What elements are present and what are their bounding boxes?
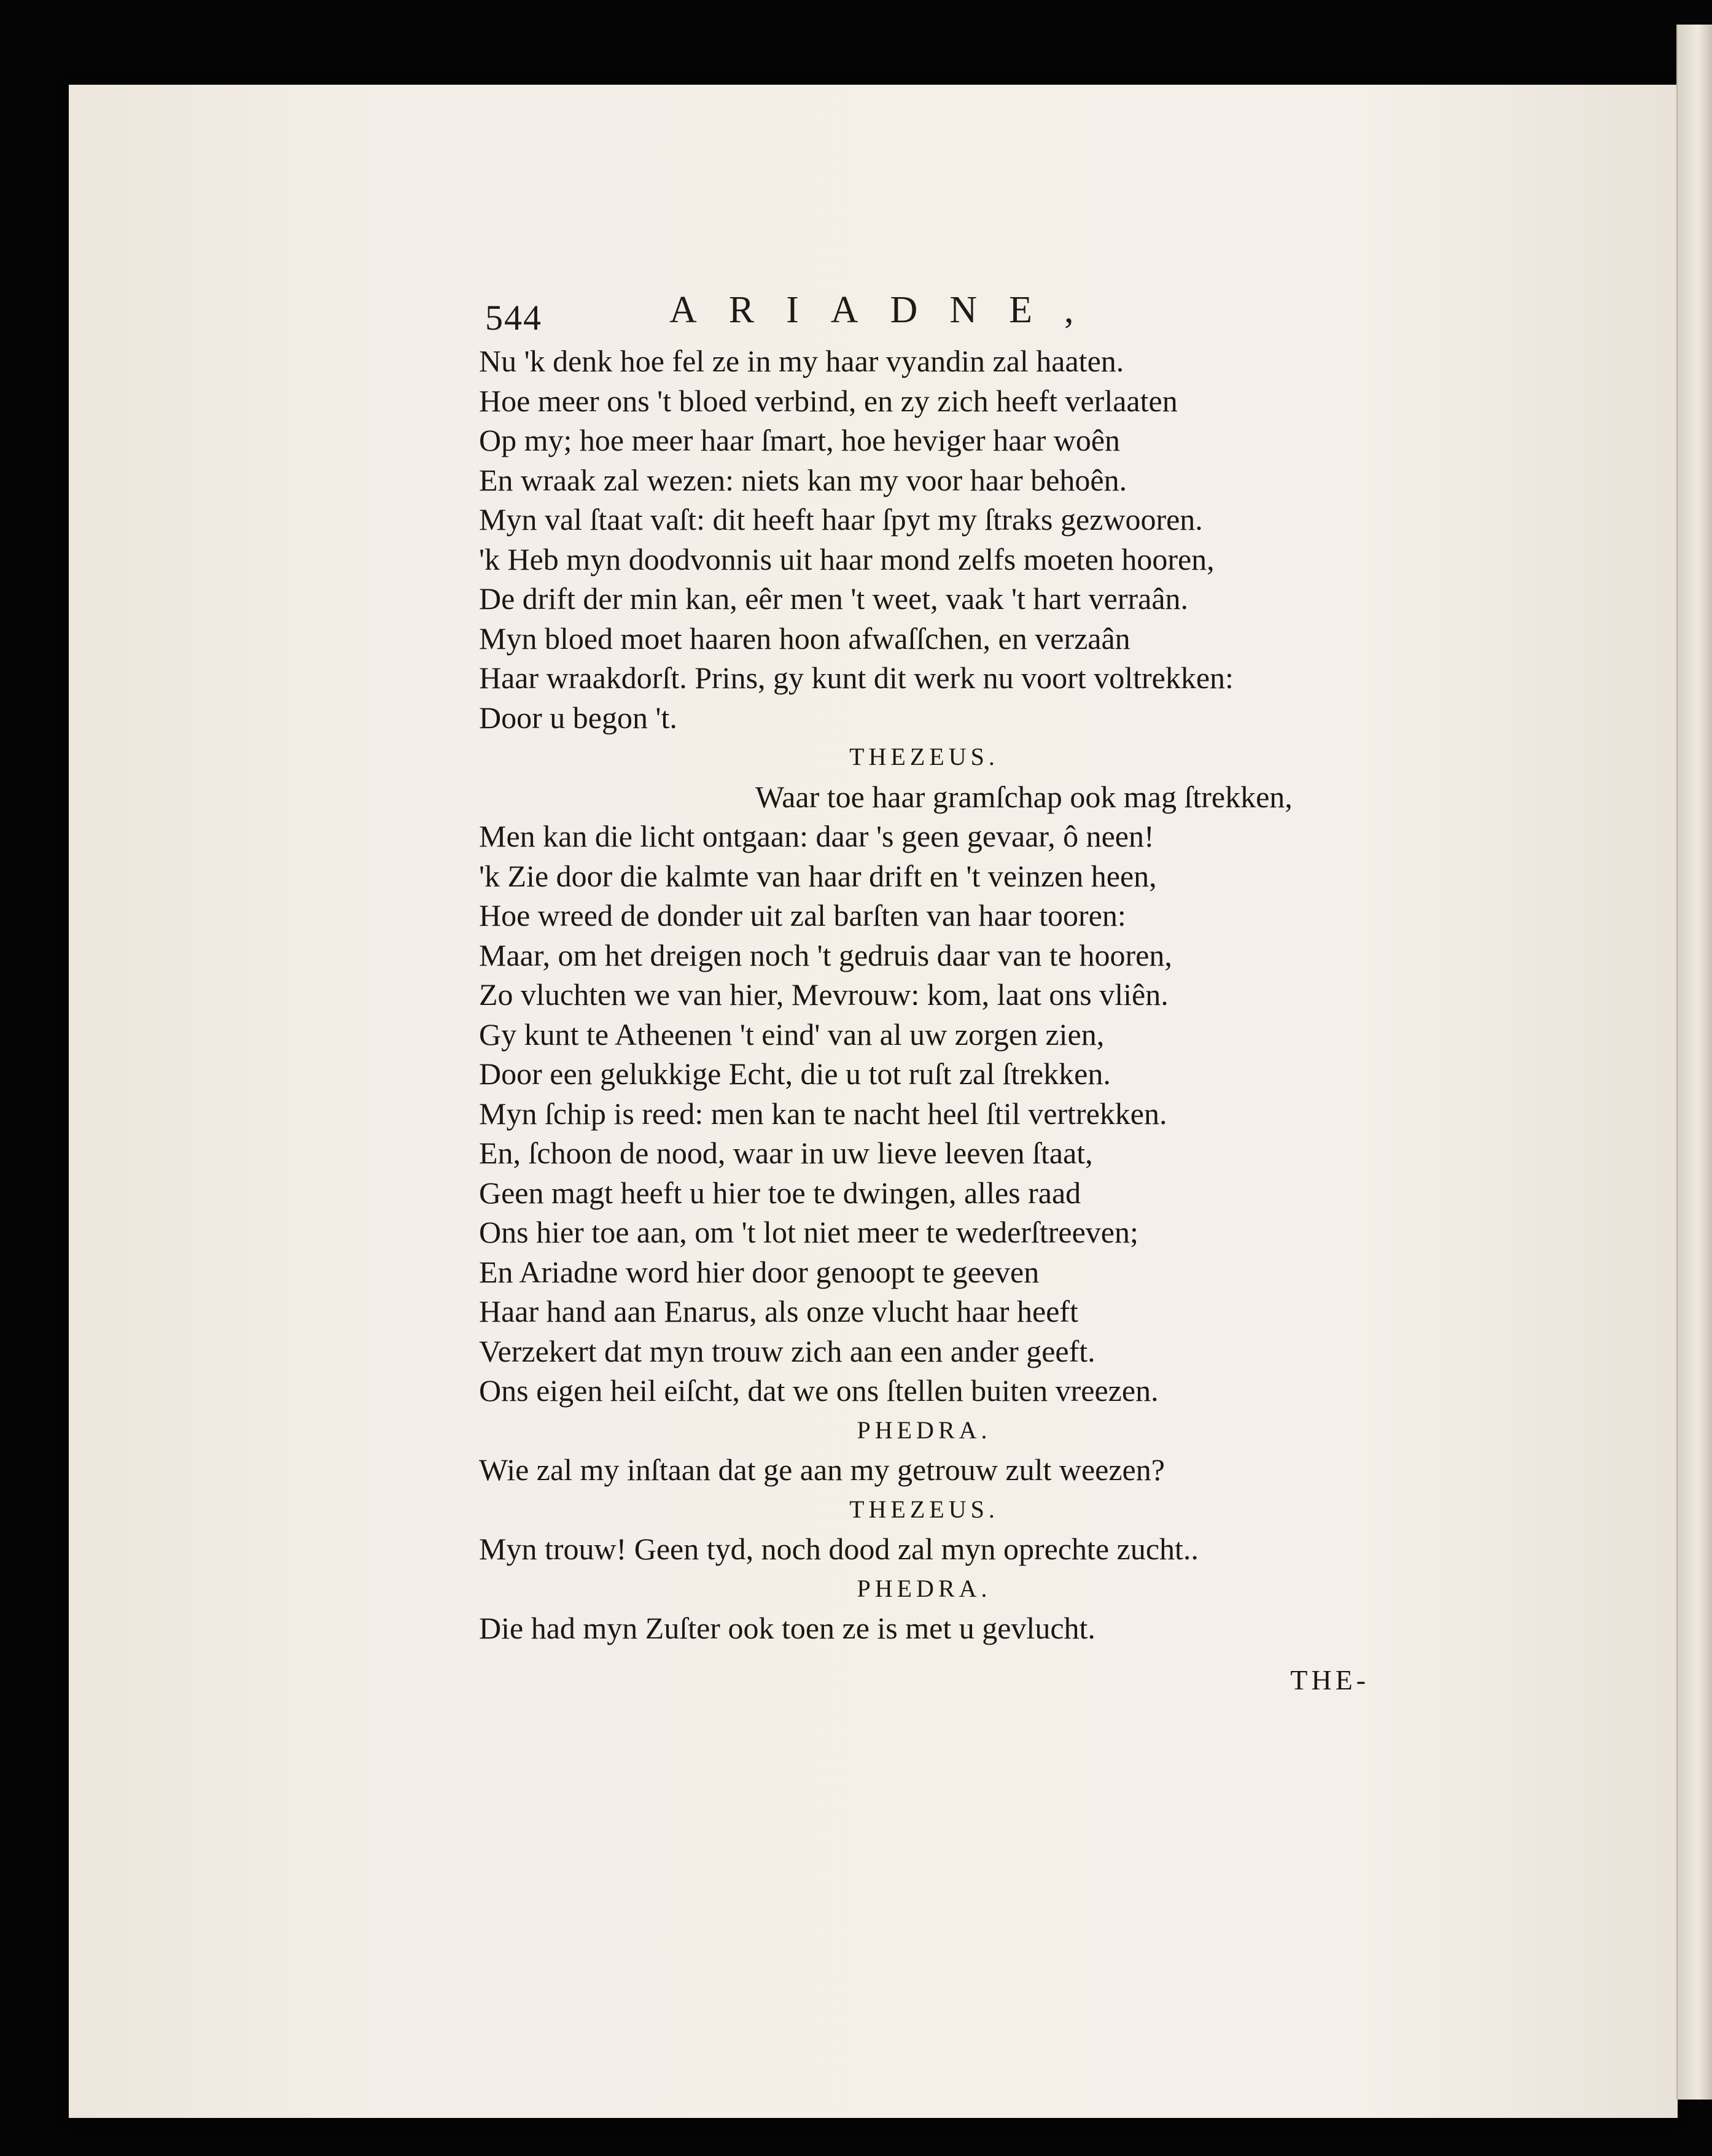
verse-line: Hoe wreed de donder uit zal barſten van haar tooren: bbox=[479, 898, 1126, 933]
verse-line: Verzekert dat myn trouw zich aan een ander geeft. bbox=[479, 1333, 1095, 1368]
verse-line: Gy kunt te Atheenen 't eind' van al uw zorgen zien, bbox=[479, 1017, 1105, 1052]
page-header bbox=[485, 289, 1259, 344]
verse-line: Op my; hoe meer haar ſmart, hoe heviger haar woên bbox=[479, 423, 1121, 457]
verse-line: En, ſchoon de nood, waar in uw lieve leeven ſtaat, bbox=[479, 1136, 1093, 1170]
verse-line: Myn trouw! Geen tyd, noch dood zal myn oprechte zucht.. bbox=[479, 1532, 1199, 1566]
verse-line: Ons eigen heil eiſcht, dat we ons ſtellen buiten vreezen. bbox=[479, 1373, 1159, 1408]
verse-line: En wraak zal wezen: niets kan my voor haar behoên. bbox=[479, 462, 1127, 497]
catchword: THE- bbox=[1290, 1664, 1369, 1696]
speaker-heading: THEZEUS. bbox=[849, 1495, 999, 1523]
verse-line: Nu 'k denk hoe fel ze in my haar vyandin zal haaten. bbox=[479, 344, 1124, 378]
verse-line: Myn bloed moet haaren hoon afwaſſchen, en verzaân bbox=[479, 621, 1130, 656]
verse-line: Ons hier toe aan, om 't lot niet meer te wederſtreeven; bbox=[479, 1215, 1138, 1249]
running-title: ARIADNE, bbox=[669, 289, 1106, 331]
verse-line: Door u begon 't. bbox=[479, 700, 677, 735]
verse-line: Door een gelukkige Echt, die u tot ruſt zal ſtrekken. bbox=[479, 1057, 1111, 1091]
page-number: 544 bbox=[485, 298, 542, 338]
text-block bbox=[479, 341, 1418, 1700]
verse-line: Myn ſchip is reed: men kan te nacht heel ſtil vertrekken. bbox=[479, 1096, 1167, 1131]
speaker-heading: PHEDRA. bbox=[857, 1574, 992, 1602]
verse-line: Die had myn Zuſter ook toen ze is met u gevlucht. bbox=[479, 1611, 1095, 1645]
verse-line: Men kan die licht ontgaan: daar 's geen gevaar, ô neen! bbox=[479, 819, 1154, 853]
verse-line: Zo vluchten we van hier, Mevrouw: kom, laat ons vliên. bbox=[479, 977, 1169, 1012]
verse-line: 'k Heb myn doodvonnis uit haar mond zelfs moeten hooren, bbox=[479, 541, 1215, 576]
verse-line: Haar wraakdorſt. Prins, gy kunt dit werk nu voort voltrekken: bbox=[479, 661, 1234, 695]
verse-line: Hoe meer ons 't bloed verbind, en zy zich heeft verlaaten bbox=[479, 383, 1178, 418]
speaker-heading: THEZEUS. bbox=[849, 743, 999, 770]
verse-line: Geen magt heeft u hier toe te dwingen, alles raad bbox=[479, 1175, 1081, 1210]
verse-line: De drift der min kan, eêr men 't weet, vaak 't hart verraân. bbox=[479, 581, 1189, 616]
verse-line: Maar, om het dreigen noch 't gedruis daar van te hooren, bbox=[479, 937, 1172, 972]
verse-line: 'k Zie door die kalmte van haar drift en 't veinzen heen, bbox=[479, 858, 1157, 893]
facing-page-edge bbox=[1676, 25, 1712, 2100]
verse-line: Waar toe haar gramſchap ook mag ſtrekken, bbox=[755, 779, 1293, 814]
verse-line: En Ariadne word hier door genoopt te geeven bbox=[479, 1254, 1040, 1289]
verse-line: Haar hand aan Enarus, als onze vlucht haar heeft bbox=[479, 1294, 1078, 1328]
verse-line: Wie zal my inſtaan dat ge aan my getrouw zult weezen? bbox=[479, 1452, 1165, 1487]
speaker-heading: PHEDRA. bbox=[857, 1416, 992, 1444]
verse-line: Myn val ſtaat vaſt: dit heeft haar ſpyt my ſtraks gezwooren. bbox=[479, 502, 1203, 537]
